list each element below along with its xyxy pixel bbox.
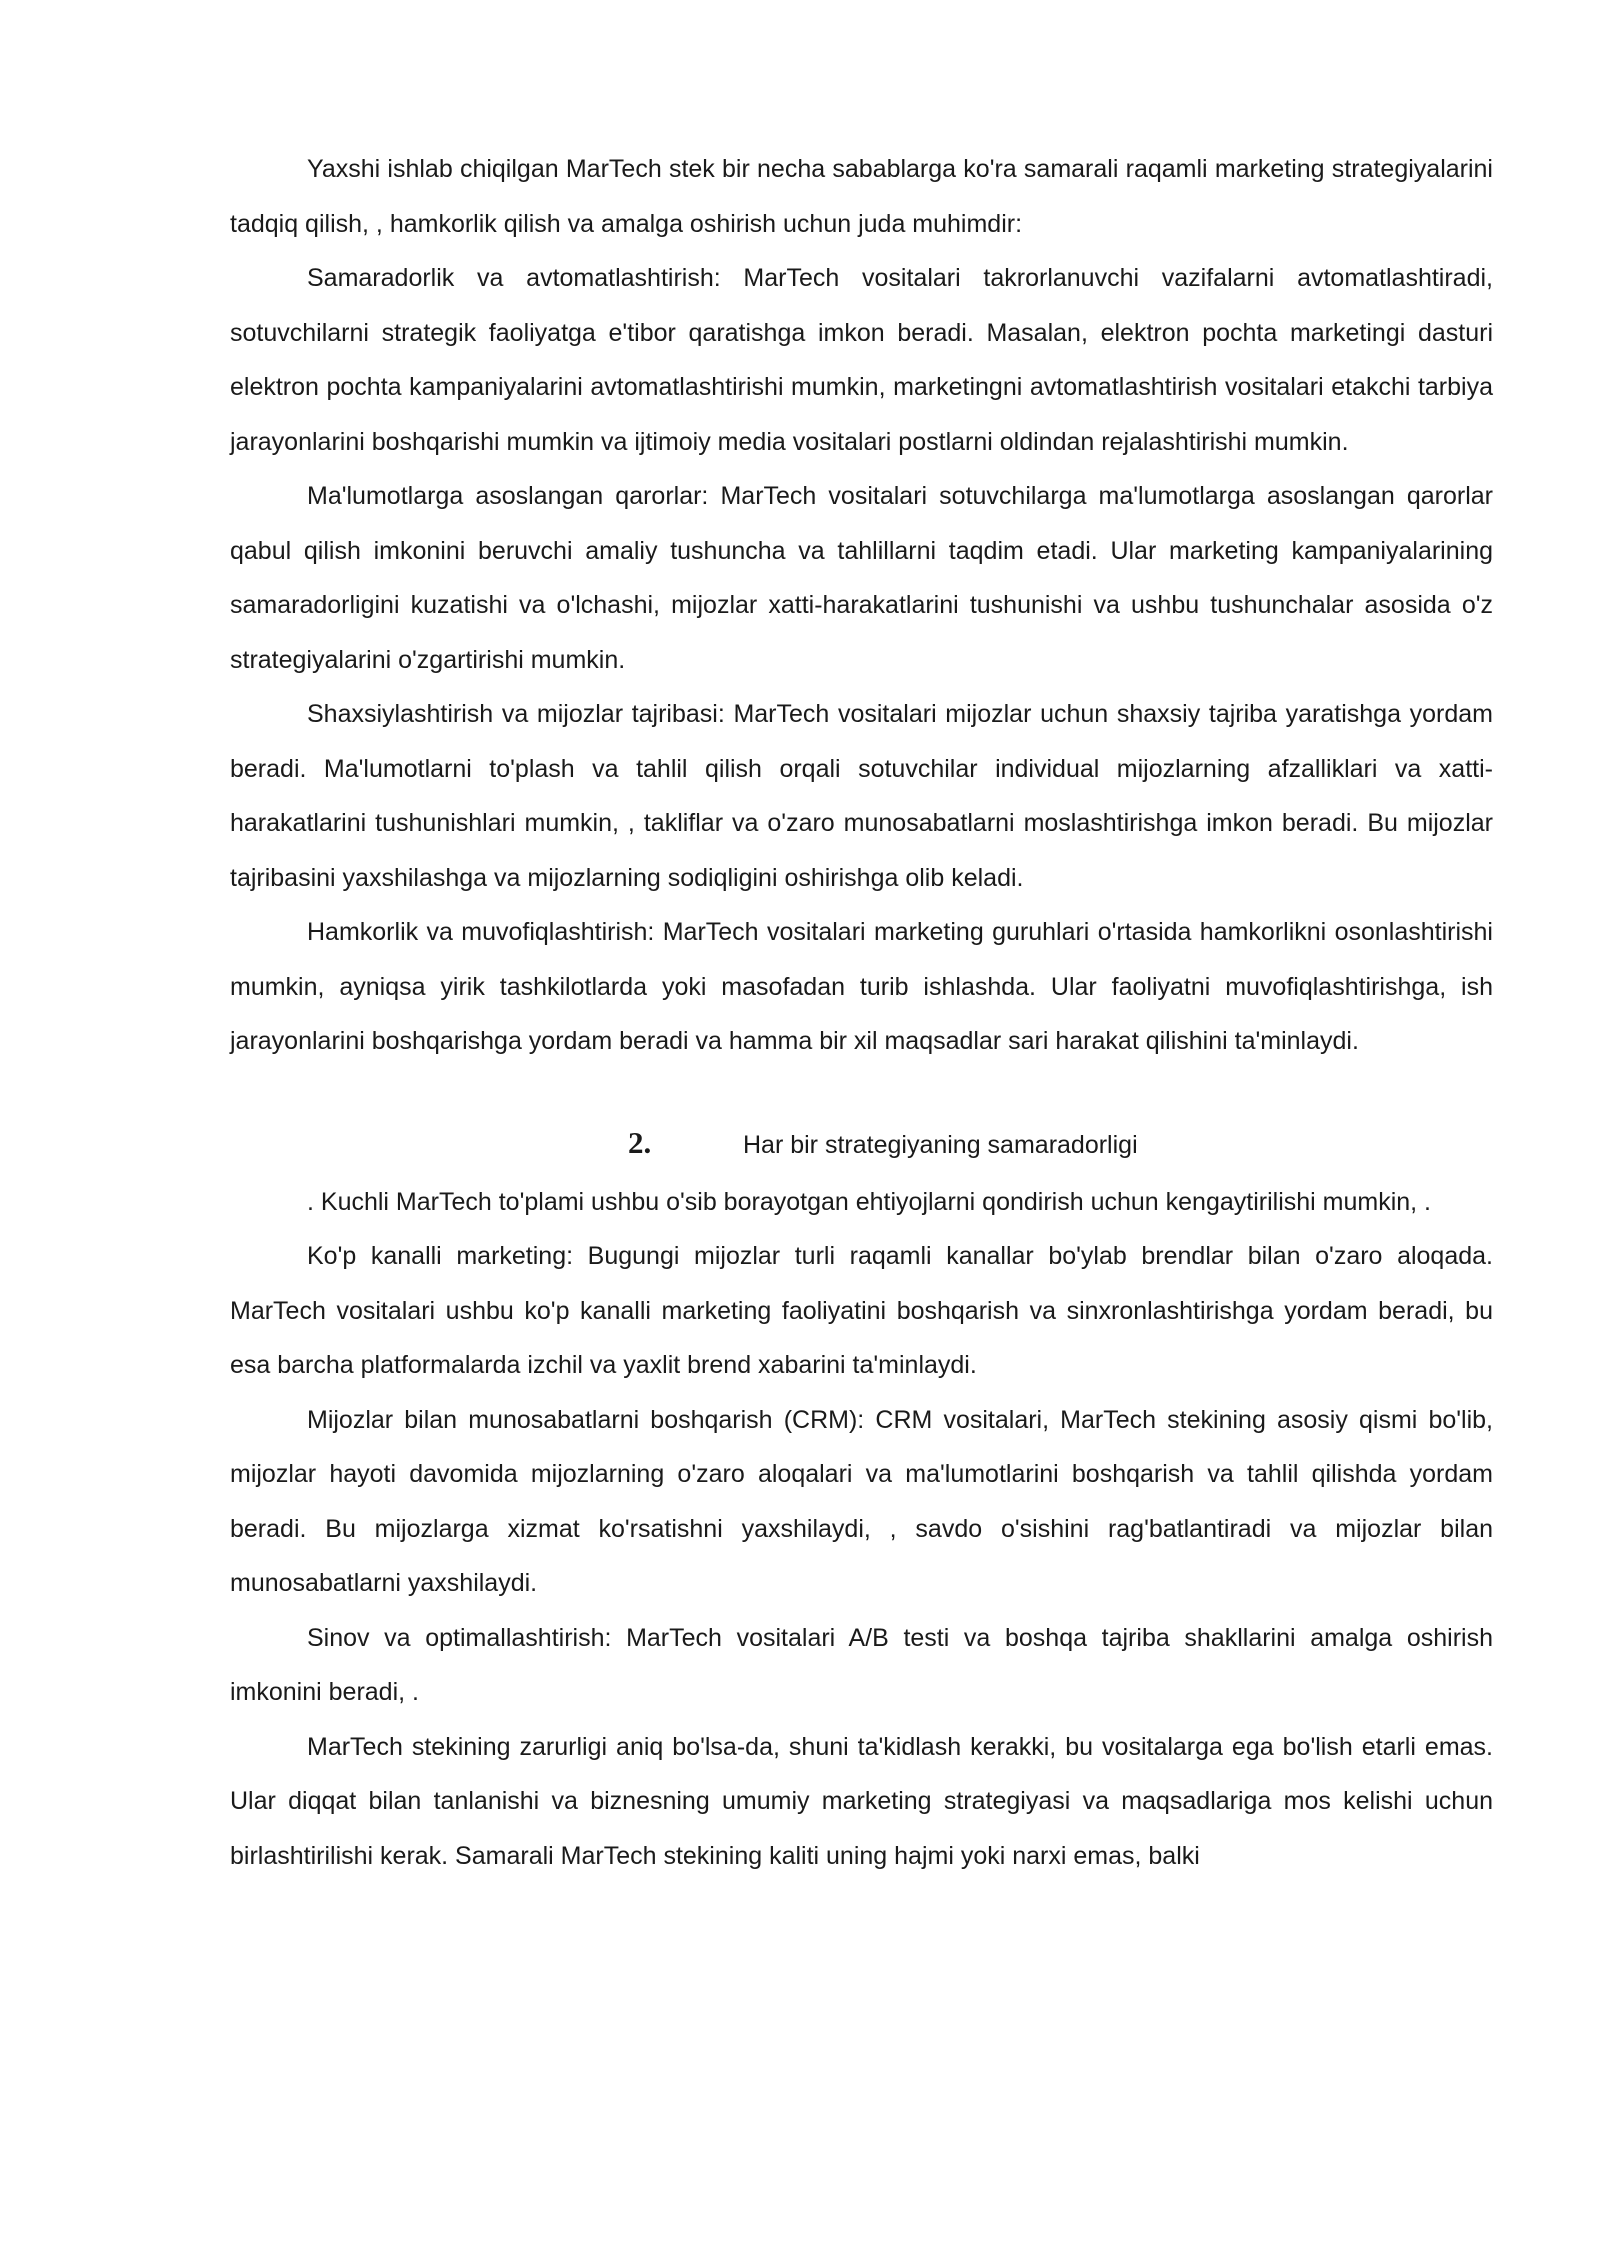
paragraph-multichannel: Ko'p kanalli marketing: Bugungi mijozlar turli raqamli kanallar bo'ylab brendlar bilan o'zaro aloqada. MarTech vositalari ushbu ko'p kanalli marketing faoliyatini boshqarish va sinxronlashtirishga yordam beradi, bu esa barcha platformalarda izchil va yaxlit brend xabarini ta'minlaydi. (230, 1242, 1493, 1379)
paragraph-data-driven-decisions: Ma'lumotlarga asoslangan qarorlar: MarTech vositalari sotuvchilarga ma'lumotlarga asoslangan qarorlar qabul qilish imkonini beruvchi amaliy tushuncha va tahlillarni taqdim etadi. Ular marketing kampaniyalarining samaradorligini kuzatishi va o'lchashi, mijozlar xatti-harakatlarini tushunishi va ushbu tushunchalar asosida o'z strategiyalarini o'zgartirishi mumkin. (230, 482, 1493, 674)
paragraph-scalability: . Kuchli MarTech to'plami ushbu o'sib borayotgan ehtiyojlarni qondirish uchun kengaytirilishi mumkin, . (307, 1187, 1431, 1216)
section-heading (230, 1115, 1493, 1175)
paragraph-testing-optimization: Sinov va optimallashtirish: MarTech vositalari A/B testi va boshqa tajriba shakllarini amalga oshirish imkonini beradi, . (230, 1623, 1493, 1706)
paragraph-personalization: Shaxsiylashtirish va mijozlar tajribasi: MarTech vositalari mijozlar uchun shaxsiy tajriba yaratishga yordam beradi. Ma'lumotlarni to'plash va tahlil qilish orqali sotuvchilar individual mijozlarning afzalliklari va xatti-harakatlarini tushunishlari mumkin, , takliflar va o'zaro munosabatlarni moslashtirishga imkon beradi. Bu mijozlar tajribasini yaxshilashga va mijozlarning sodiqligini oshirishga olib keladi. (230, 700, 1493, 892)
paragraph-crm: Mijozlar bilan munosabatlarni boshqarish (CRM): CRM vositalari, MarTech stekining asosiy qismi bo'lib, mijozlar hayoti davomida mijozlarning o'zaro aloqalari va ma'lumotlarini boshqarish va tahlil qilishda yordam beradi. Bu mijozlarga xizmat ko'rsatishni yaxshilaydi, , savdo o'sishini rag'batlantiradi va mijozlar bilan munosabatlarni yaxshilaydi. (230, 1405, 1493, 1597)
paragraph-intro: Yaxshi ishlab chiqilgan MarTech stek bir necha sabablarga ko'ra samarali raqamli marketing strategiyalarini tadqiq qilish, , hamkorlik qilish va amalga oshirish uchun juda muhimdir: (230, 155, 1493, 238)
document-page (230, 142, 1493, 1883)
section-title: Har bir strategiyaning samaradorligi (743, 1130, 1138, 1159)
paragraph-collaboration: Hamkorlik va muvofiqlashtirish: MarTech vositalari marketing guruhlari o'rtasida hamkorlikni osonlashtirishi mumkin, ayniqsa yirik tashkilotlarda yoki masofadan turib ishlashda. Ular faoliyatni muvofiqlashtirishga, ish jarayonlarini boshqarishga yordam beradi va hamma bir xil maqsadlar sari harakat qilishini ta'minlaydi. (230, 918, 1493, 1055)
section-number: 2. (628, 1124, 652, 1160)
paragraph-conclusion: MarTech stekining zarurligi aniq bo'lsa-da, shuni ta'kidlash kerakki, bu vositalarga ega bo'lish etarli emas. Ular diqqat bilan tanlanishi va biznesning umumiy marketing strategiyasi va maqsadlariga mos kelishi uchun birlashtirilishi kerak. Samarali MarTech stekining kaliti uning hajmi yoki narxi emas, balki (230, 1732, 1493, 1870)
paragraph-efficiency-automation: Samaradorlik va avtomatlashtirish: MarTech vositalari takrorlanuvchi vazifalarni avtomatlashtiradi, sotuvchilarni strategik faoliyatga e'tibor qaratishga imkon beradi. Masalan, elektron pochta marketingi dasturi elektron pochta kampaniyalarini avtomatlashtirishi mumkin, marketingni avtomatlashtirish vositalari etakchi tarbiya jarayonlarini boshqarishi mumkin va ijtimoiy media vositalari postlarni oldindan rejalashtirishi mumkin. (230, 264, 1493, 456)
